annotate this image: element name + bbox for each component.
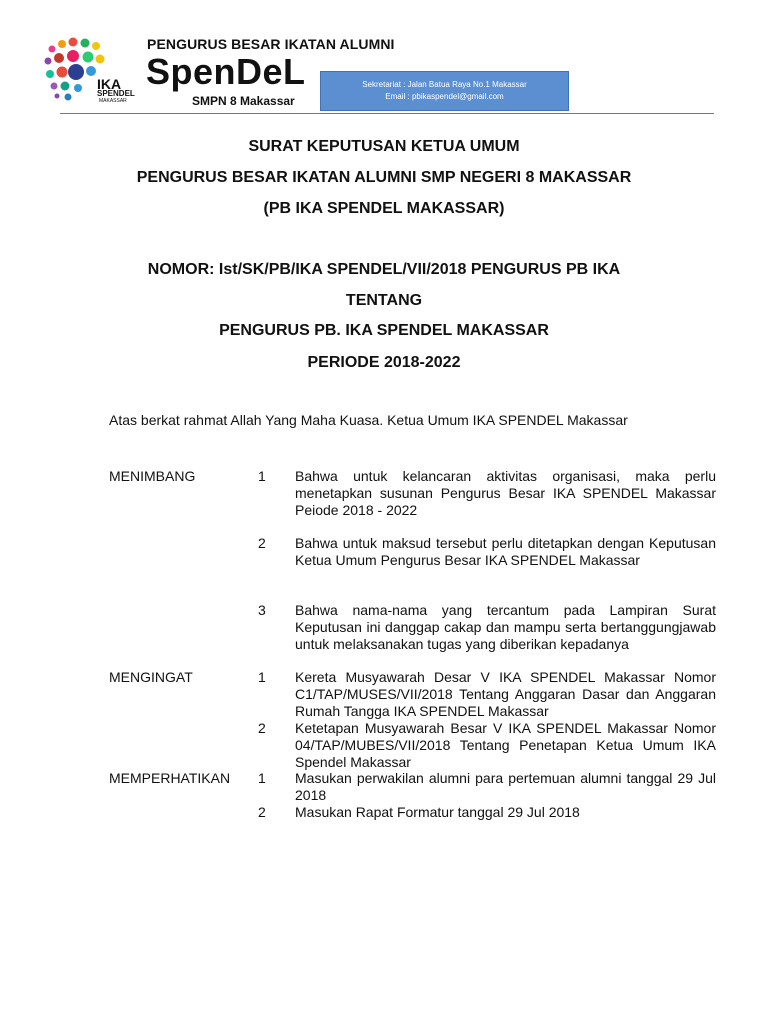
item-text: Masukan perwakilan alumni para pertemuan alumni tanggal 29 Jul 2018 (295, 770, 716, 803)
item-text: Bahwa untuk maksud tersebut perlu ditetapkan dengan Keputusan Ketua Umum Pengurus Besar IKA SPENDEL Makassar (295, 535, 716, 568)
ika-spendel-logo (40, 34, 140, 106)
logo-ika-text: IKA (97, 76, 122, 92)
item-number: 2 (258, 720, 266, 736)
school-name: SMPN 8 Makassar (192, 94, 295, 108)
item-text: Masukan Rapat Formatur tanggal 29 Jul 2018 (295, 804, 580, 820)
item-number: 1 (258, 669, 266, 685)
title-line-2: PENGURUS BESAR IKATAN ALUMNI SMP NEGERI 8 MAKASSAR (136, 169, 632, 186)
org-title: PENGURUS BESAR IKATAN ALUMNI (147, 36, 395, 52)
logo-city-text: MAKASSAR (99, 98, 127, 104)
item-number: 1 (258, 468, 266, 484)
title-line-4: NOMOR: Ist/SK/PB/IKA SPENDEL/VII/2018 PENGURUS PB IKA (147, 261, 621, 278)
section-label-mengingat: MENGINGAT (109, 669, 193, 685)
item-number: 3 (258, 602, 266, 618)
contact-email: Email : pbikaspendel@gmail.com (385, 92, 504, 101)
item-number: 2 (258, 535, 266, 551)
item-text: Bahwa untuk kelancaran aktivitas organisasi, maka perlu menetapkan susunan Pengurus Besar IKA SPENDEL Makassar Peiode 2018 - 2022 (295, 468, 716, 518)
section-label-menimbang: MENIMBANG (109, 468, 196, 484)
contact-address: Sekretariat : Jalan Batua Raya No.1 Makassar (362, 80, 527, 89)
logo-spendel-text: SPENDEL (97, 89, 135, 98)
item-number: 1 (258, 770, 266, 786)
title-line-5: TENTANG (345, 292, 423, 309)
item-text: Kereta Musyawarah Desar V IKA SPENDEL Makassar Nomor C1/TAP/MUSES/VII/2018 Tentang Anggaran Dasar dan Anggaran Rumah Tangga IKA SPENDEL Makassar (295, 669, 716, 719)
item-text: Ketetapan Musyawarah Besar V IKA SPENDEL Makassar Nomor 04/TAP/MUBES/VII/2018 Tentang Penetapan Ketua Umum IKA Spendel Makassar (295, 720, 716, 770)
contact-box (320, 71, 569, 111)
section-label-memperhatikan: MEMPERHATIKAN (109, 770, 231, 786)
title-line-3: (PB IKA SPENDEL MAKASSAR) (263, 200, 505, 217)
title-line-7: PERIODE 2018-2022 (307, 354, 461, 371)
item-text: Bahwa nama-nama yang tercantum pada Lampiran Surat Keputusan ini danggap cakap dan mampu serta bertanggungjawab untuk melaksanakan tugas yang diberikan kepadanya (295, 602, 716, 652)
title-line-6: PENGURUS PB. IKA SPENDEL MAKASSAR (219, 322, 549, 339)
title-line-1: SURAT KEPUTUSAN KETUA UMUM (248, 138, 520, 155)
brand-name: SpenDeL (146, 51, 306, 92)
header-divider (60, 113, 714, 114)
item-number: 2 (258, 804, 266, 820)
intro-paragraph: Atas berkat rahmat Allah Yang Maha Kuasa. Ketua Umum IKA SPENDEL Makassar (109, 412, 628, 428)
